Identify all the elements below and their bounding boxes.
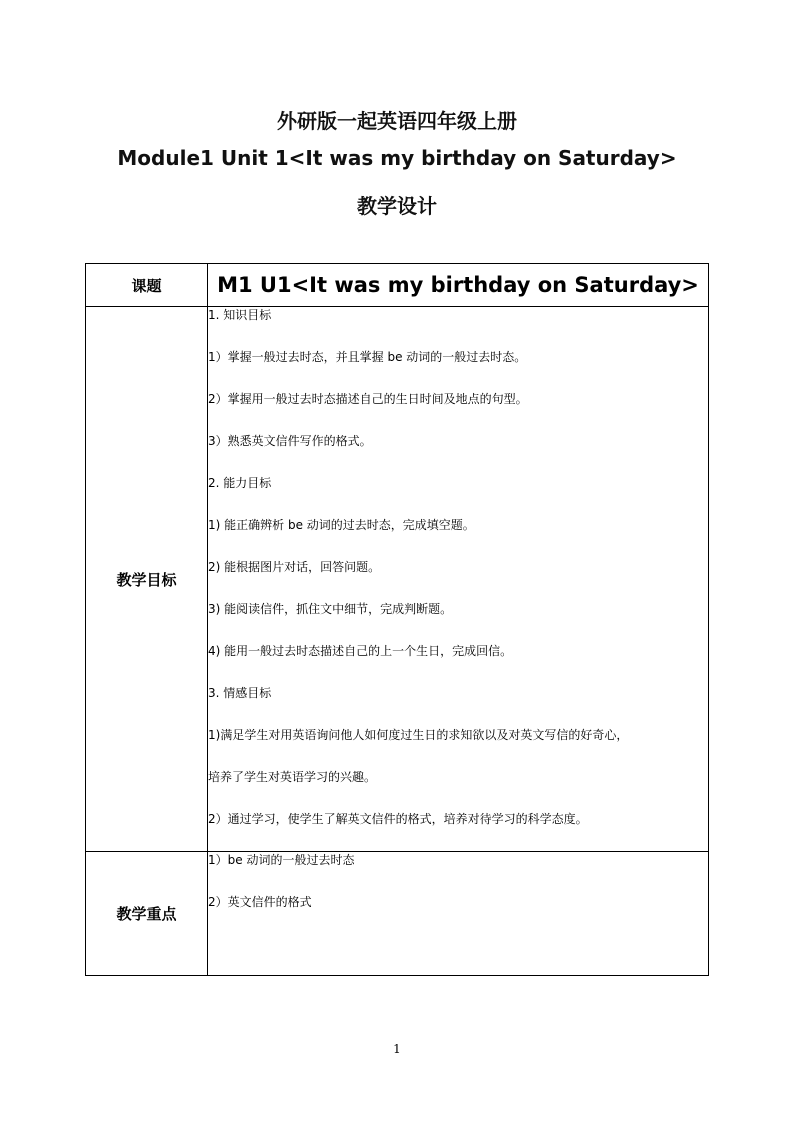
key-points-row bbox=[86, 852, 709, 976]
goal-line: 1）掌握一般过去时态，并且掌握 be 动词的一般过去时态。 bbox=[208, 350, 527, 364]
page-number: 1 bbox=[393, 1042, 401, 1056]
topic-label: 课题 bbox=[86, 264, 208, 307]
goal-line: 1)满足学生对用英语询问他人如何度过生日的求知欲以及对英文写信的好奇心， bbox=[208, 728, 629, 742]
topic-value: M1 U1<It was my birthday on Saturday> bbox=[208, 264, 709, 307]
goals-content bbox=[208, 307, 709, 852]
key-point-line: 2）英文信件的格式 bbox=[208, 895, 312, 909]
key-point-line: 1）be 动词的一般过去时态 bbox=[208, 853, 355, 867]
goal-line: 1) 能正确辨析 be 动词的过去时态，完成填空题。 bbox=[208, 518, 475, 532]
topic-row bbox=[86, 264, 709, 307]
document-title: 外研版一起英语四年级上册 bbox=[277, 109, 517, 133]
goal-line: 3) 能阅读信件，抓住文中细节，完成判断题。 bbox=[208, 602, 453, 616]
goal-line: 1. 知识目标 bbox=[208, 308, 272, 322]
document-subtitle: Module1 Unit 1<It was my birthday on Saturday> bbox=[117, 146, 677, 170]
goal-line: 2) 能根据图片对话，回答问题。 bbox=[208, 560, 381, 574]
goals-row bbox=[86, 307, 709, 852]
goal-line: 培养了学生对英语学习的兴趣。 bbox=[208, 770, 377, 784]
goal-line: 4) 能用一般过去时态描述自己的上一个生日，完成回信。 bbox=[208, 644, 513, 658]
goals-label: 教学目标 bbox=[86, 307, 208, 852]
key-points-label: 教学重点 bbox=[86, 852, 208, 976]
goal-line: 3）熟悉英文信件写作的格式。 bbox=[208, 434, 372, 448]
goal-line: 3. 情感目标 bbox=[208, 686, 272, 700]
goal-line: 2. 能力目标 bbox=[208, 476, 272, 490]
lesson-plan-table bbox=[85, 263, 709, 976]
key-points-content bbox=[208, 852, 709, 976]
goal-line: 2）通过学习，使学生了解英文信件的格式，培养对待学习的科学态度。 bbox=[208, 812, 588, 826]
document-heading: 教学设计 bbox=[357, 194, 437, 218]
goal-line: 2）掌握用一般过去时态描述自己的生日时间及地点的句型。 bbox=[208, 392, 528, 406]
